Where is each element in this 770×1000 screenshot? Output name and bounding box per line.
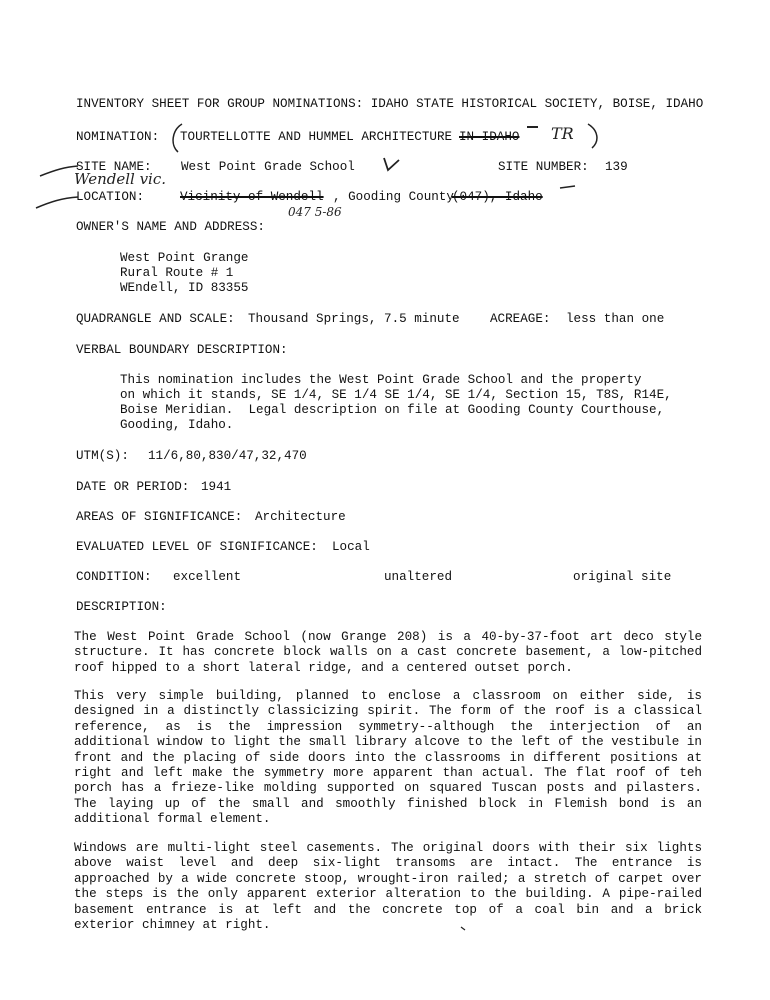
condition-label: CONDITION: xyxy=(76,570,152,584)
handwritten-wendell-note: Wendell vic. xyxy=(74,170,167,188)
condition-site: original site xyxy=(573,570,672,584)
location-label: LOCATION: xyxy=(76,190,145,204)
quadrangle-value: Thousand Springs, 7.5 minute xyxy=(248,312,460,326)
areas-value: Architecture xyxy=(255,510,346,524)
site-name-pointer-mark xyxy=(40,166,78,176)
owner-line-1: West Point Grange xyxy=(120,251,249,265)
description-label: DESCRIPTION: xyxy=(76,600,167,614)
date-value: 1941 xyxy=(201,480,232,494)
acreage-label: ACREAGE: xyxy=(490,312,551,326)
site-name-value: West Point Grade School xyxy=(181,160,355,174)
level-value: Local xyxy=(332,540,370,554)
handwritten-code-note: 047 5-86 xyxy=(288,205,342,219)
location-struck-vicinity: Vicinity of Wendell xyxy=(180,190,324,204)
description-paragraph-3: Windows are multi-light steel casements. The original doors with their six lights above waist level and deep six-light transoms are intact. The entrance is approached by a wide concrete stoop, wrought-iron railed; a stretch of carpet over the steps is the only apparent exterior alteration to the building. A pipe-railed basement entrance is at left and the concrete top of a coal bin and a brick exterior chimney at right. xyxy=(74,841,702,933)
description-paragraph-2: This very simple building, planned to enclose a classroom on either side, is designed in a distinctly classicizing spirit. The form of the roof is a classical reference, as is the impression symmetry--although the interjection of an additional window to light the small library alcove to the left of the vestibule in front and the placing of side doors into the classrooms in different positions at right and left make the symmetry more apparent than actual. The flat roof of teh porch has a frieze-like molding supported on squared Tuscan posts and pilasters. The laying up of the small and smoothly finished block in Flemish bond is an additional formal element. xyxy=(74,689,702,827)
nomination-value: TOURTELLOTTE AND HUMMEL ARCHITECTURE xyxy=(180,130,453,144)
site-name-check-mark xyxy=(384,158,399,170)
nomination-struck-text: IN IDAHO xyxy=(459,130,520,144)
acreage-value: less than one xyxy=(566,312,665,326)
level-label: EVALUATED LEVEL OF SIGNIFICANCE: xyxy=(76,540,318,554)
description-paragraph-1: The West Point Grade School (now Grange 208) is a 40-by-37-foot art deco style structure. It has concrete block walls on a cast concrete basement, a low-pitched roof hipped to a short lateral ridge, and a centered outset porch. xyxy=(74,630,702,675)
location-pointer-mark xyxy=(36,197,78,208)
document-header: INVENTORY SHEET FOR GROUP NOMINATIONS: IDAHO STATE HISTORICAL SOCIETY, BOISE, IDAHO xyxy=(76,97,704,111)
site-number-label: SITE NUMBER: xyxy=(498,160,589,174)
description-tick-mark xyxy=(461,927,465,930)
condition-state: excellent xyxy=(173,570,242,584)
nomination-hand-note: TR xyxy=(551,124,574,143)
boundary-label: VERBAL BOUNDARY DESCRIPTION: xyxy=(76,343,288,357)
quadrangle-label: QUADRANGLE AND SCALE: xyxy=(76,312,235,326)
utm-label: UTM(S): xyxy=(76,449,129,463)
location-county: , Gooding County xyxy=(333,190,454,204)
date-label: DATE OR PERIOD: xyxy=(76,480,190,494)
utm-value: 11/6,80,830/47,32,470 xyxy=(148,449,307,463)
owner-label: OWNER'S NAME AND ADDRESS: xyxy=(76,220,265,234)
location-caret-mark xyxy=(560,186,575,188)
areas-label: AREAS OF SIGNIFICANCE: xyxy=(76,510,243,524)
condition-alteration: unaltered xyxy=(384,570,453,584)
boundary-line-4: Gooding, Idaho. xyxy=(120,418,234,432)
location-struck-code: (047), Idaho xyxy=(452,190,543,204)
boundary-line-1: This nomination includes the West Point Grade School and the property xyxy=(120,373,642,387)
site-name-label: SITE NAME: xyxy=(76,160,152,174)
boundary-line-3: Boise Meridian. Legal description on file at Gooding County Courthouse, xyxy=(120,403,665,417)
boundary-line-2: on which it stands, SE 1/4, SE 1/4 SE 1/4, SE 1/4, Section 15, T8S, R14E, xyxy=(120,388,672,402)
owner-line-2: Rural Route # 1 xyxy=(120,266,234,280)
nomination-label: NOMINATION: xyxy=(76,130,160,144)
nomination-open-bracket-mark xyxy=(173,124,182,152)
owner-line-3: WEndell, ID 83355 xyxy=(120,281,249,295)
nomination-close-bracket-mark xyxy=(588,124,597,148)
site-number-value: 139 xyxy=(605,160,628,174)
